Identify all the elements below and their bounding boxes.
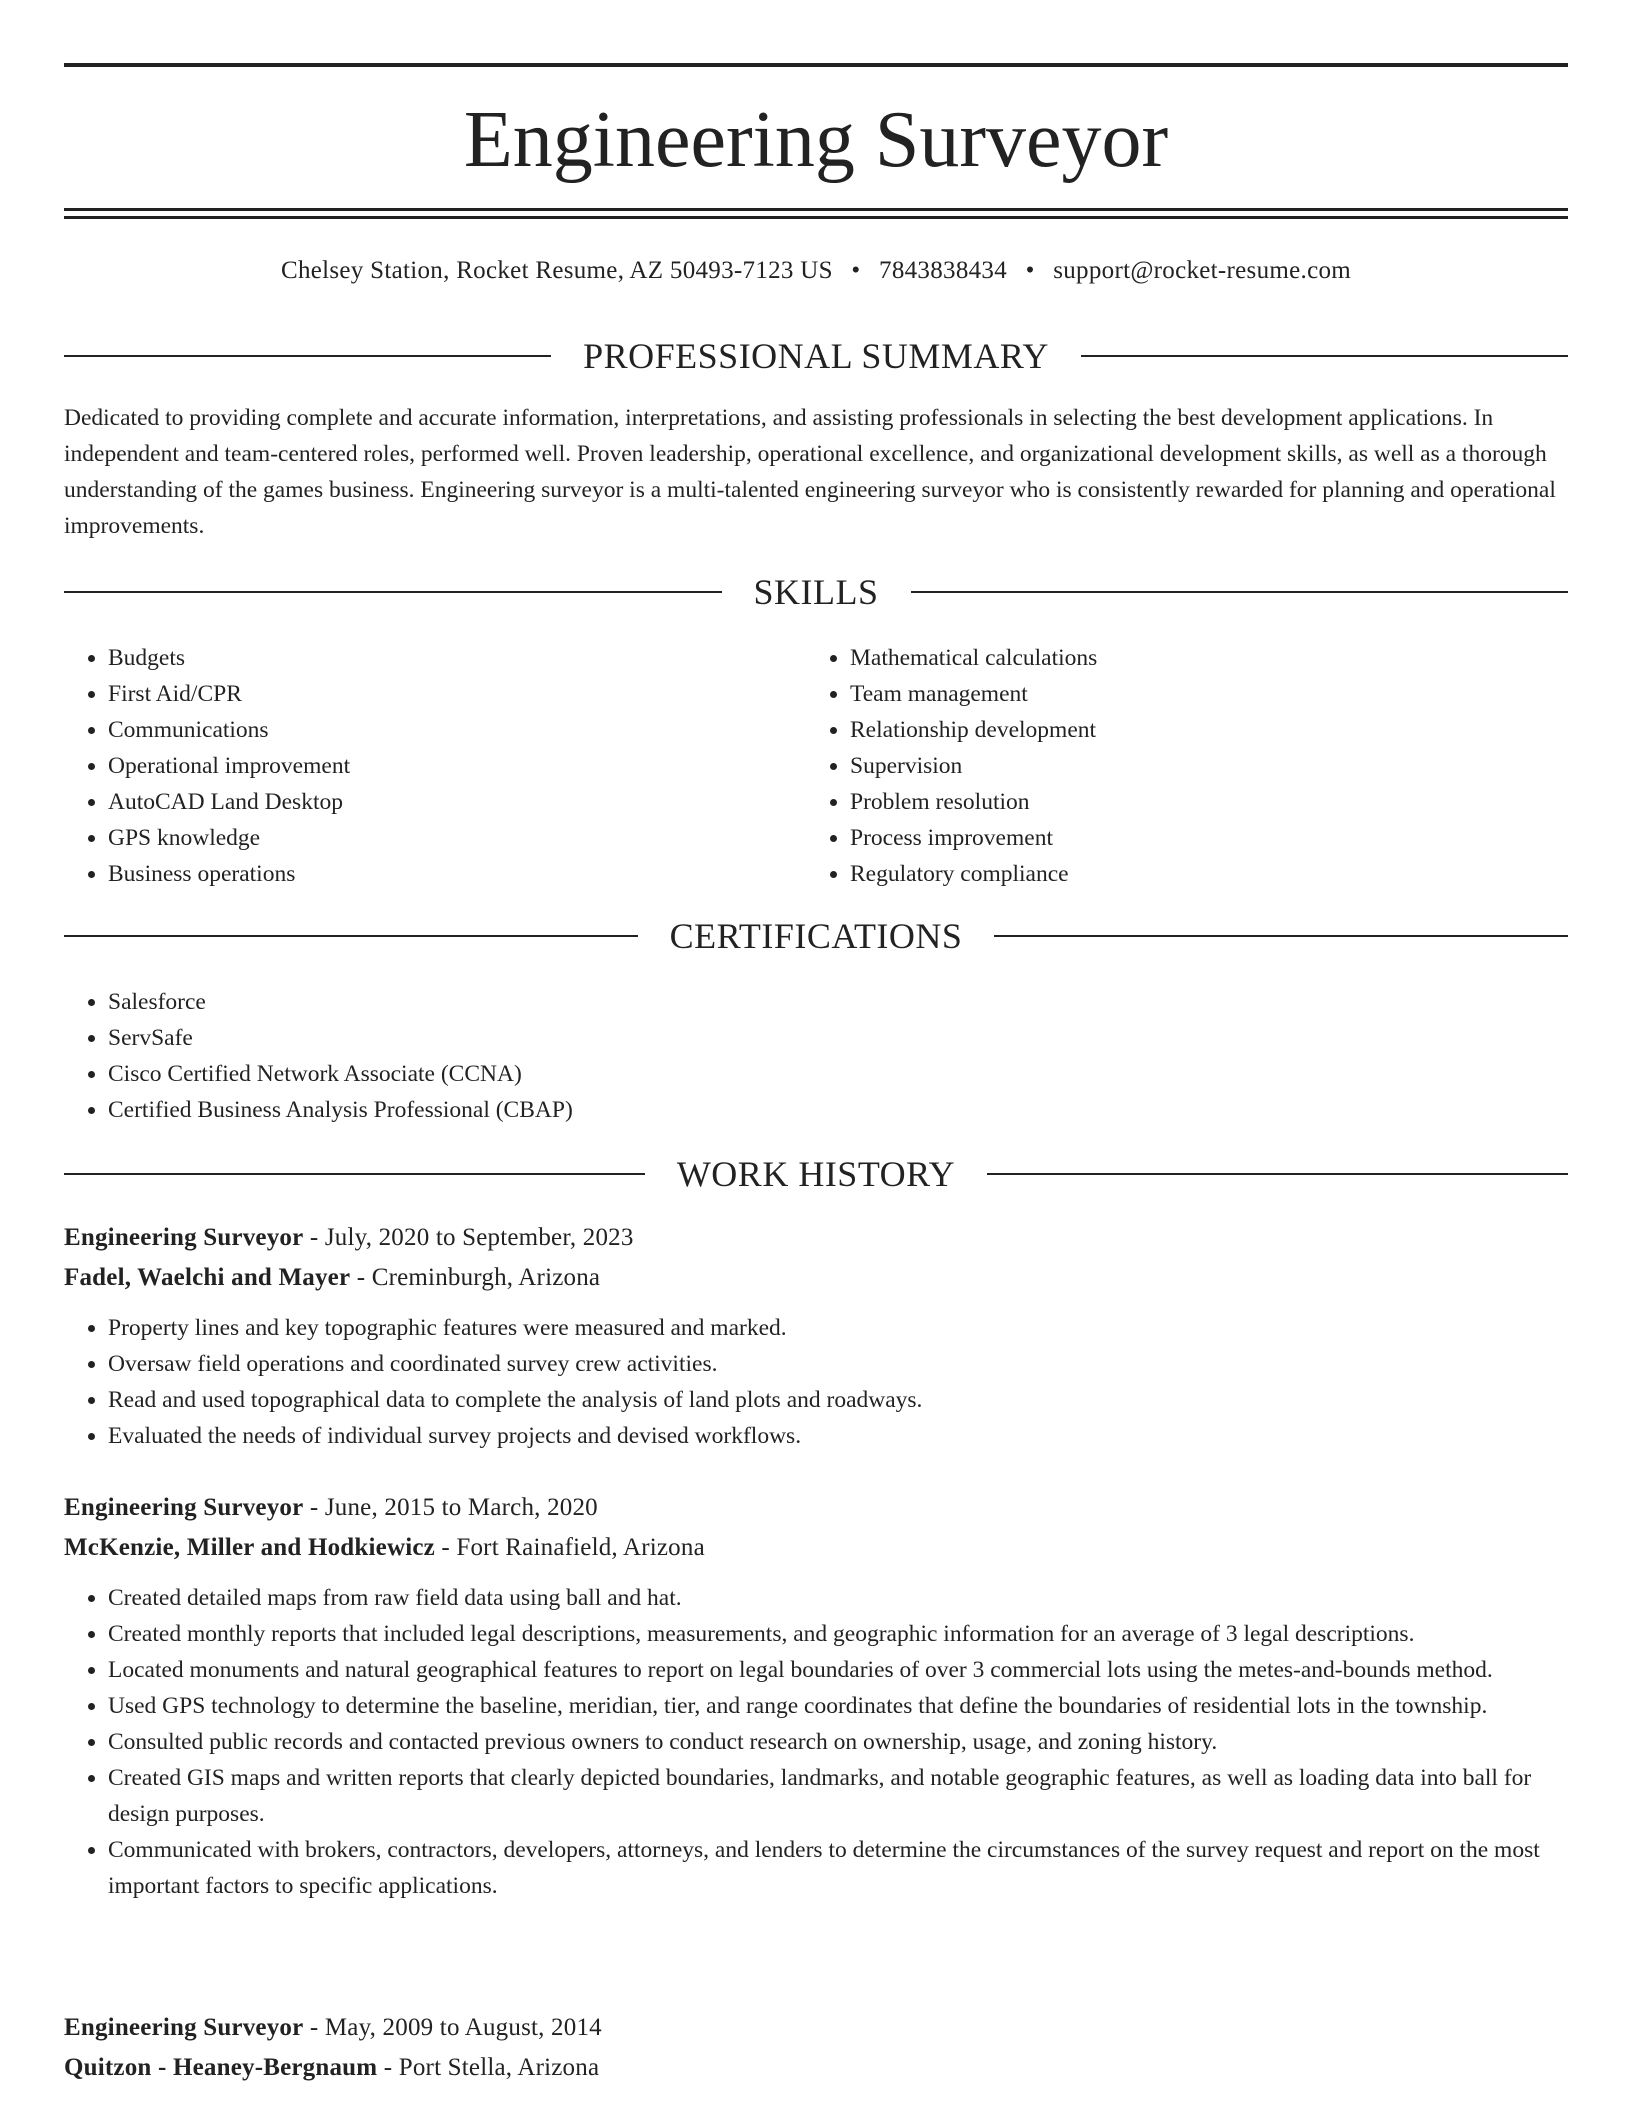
skills-left-column (64, 640, 804, 892)
work-history-heading (64, 1154, 1568, 1194)
certifications-list (64, 984, 1568, 1128)
heading-rule (64, 935, 638, 937)
heading-rule (987, 1173, 1568, 1175)
certifications-heading (64, 916, 1568, 956)
summary-text: Dedicated to providing complete and accurate information, interpretations, and assisting professionals in selecting the best development applications. In independent and team-centered roles, performed well. Proven leadership, operational excellence, and organizational development skills, as well as a thorough understanding of the games business. Engineering surveyor is a multi-talented engineering surveyor who is consistently rewarded for planning and operational improvements. (64, 405, 1556, 539)
job-entry-2 (64, 1490, 1568, 1904)
contact-phone: 7843838434 (879, 257, 1008, 284)
job-duties-list (64, 1580, 1568, 1904)
job-duty: • Read and used topographical data to complete the analysis of land plots and roadways. (108, 1382, 1568, 1418)
certification-item: • Cisco Certified Network Associate (CCNA) (108, 1056, 1568, 1092)
skill-item: • Team management (850, 676, 1566, 712)
job-dates: - July, 2020 to September, 2023 (303, 1224, 634, 1251)
job-company-line (64, 2050, 1568, 2086)
skill-item: • Process improvement (850, 820, 1566, 856)
job-duty: • Created monthly reports that included legal descriptions, measurements, and geographic information for an average of 3 legal descriptions. (108, 1616, 1568, 1652)
job-title: Engineering Surveyor (64, 1494, 304, 1521)
contact-separator: • (1025, 257, 1035, 284)
skill-item: • Mathematical calculations (850, 640, 1566, 676)
job-duty: • Property lines and key topographic features were measured and marked. (108, 1310, 1568, 1346)
skills-heading-label: SKILLS (753, 572, 879, 612)
skills-right-column (806, 640, 1566, 892)
job-title-line (64, 1220, 1568, 1256)
heading-rule (994, 935, 1568, 937)
skill-item: • Communications (108, 712, 804, 748)
certifications-heading-label: CERTIFICATIONS (669, 916, 963, 956)
title-rule-upper (64, 208, 1568, 211)
summary-heading-label: PROFESSIONAL SUMMARY (583, 336, 1049, 376)
job-dates: - May, 2009 to August, 2014 (303, 2014, 602, 2041)
skills-list-right (806, 640, 1566, 892)
job-location: - Port Stella, Arizona (377, 2054, 600, 2081)
job-duties-list (64, 1310, 1568, 1454)
job-company-line (64, 1530, 1568, 1566)
heading-rule (64, 355, 551, 357)
skill-item: • Problem resolution (850, 784, 1566, 820)
summary-heading (64, 336, 1568, 376)
job-duty: • Communicated with brokers, contractors, developers, attorneys, and lenders to determine the circumstances of the survey request and report on the most important factors to specific applications. (108, 1832, 1568, 1904)
job-dates: - June, 2015 to March, 2020 (303, 1494, 598, 1521)
heading-rule (911, 591, 1569, 593)
job-company-line (64, 1260, 1568, 1296)
skill-item: • Regulatory compliance (850, 856, 1566, 892)
job-duty: • Oversaw field operations and coordinated survey crew activities. (108, 1346, 1568, 1382)
certification-item: • ServSafe (108, 1020, 1568, 1056)
contact-email: support@rocket-resume.com (1053, 257, 1352, 284)
contact-address: Chelsey Station, Rocket Resume, AZ 50493-7123 US (280, 257, 833, 284)
job-duty: • Evaluated the needs of individual survey projects and devised workflows. (108, 1418, 1568, 1454)
skill-item: • GPS knowledge (108, 820, 804, 856)
job-duty: • Used GPS technology to determine the baseline, meridian, tier, and range coordinates that define the boundaries of residential lots in the township. (108, 1688, 1568, 1724)
skill-item: • Supervision (850, 748, 1566, 784)
job-company: Quitzon - Heaney-Bergnaum (64, 2054, 378, 2081)
skill-item: • AutoCAD Land Desktop (108, 784, 804, 820)
certifications-block (64, 984, 1568, 1128)
title-rule-lower (64, 216, 1568, 219)
certification-item: • Salesforce (108, 984, 1568, 1020)
job-duty: • Created detailed maps from raw field data using ball and hat. (108, 1580, 1568, 1616)
certification-item: • Certified Business Analysis Professional (CBAP) (108, 1092, 1568, 1128)
skill-item: • Budgets (108, 640, 804, 676)
job-entry-1 (64, 1220, 1568, 1454)
job-location: - Creminburgh, Arizona (350, 1264, 601, 1291)
job-company: Fadel, Waelchi and Mayer (64, 1264, 351, 1291)
job-title-line (64, 2010, 1568, 2046)
heading-rule (1081, 355, 1568, 357)
skills-heading (64, 572, 1568, 612)
top-rule (64, 63, 1568, 67)
page-title: Engineering Surveyor (463, 96, 1169, 184)
job-location: - Fort Rainafield, Arizona (434, 1534, 705, 1561)
heading-rule (64, 591, 722, 593)
skill-item: • Business operations (108, 856, 804, 892)
work-history-heading-label: WORK HISTORY (676, 1154, 956, 1194)
skill-item: • Operational improvement (108, 748, 804, 784)
contact-separator: • (851, 257, 861, 284)
skill-item: • First Aid/CPR (108, 676, 804, 712)
job-company: McKenzie, Miller and Hodkiewicz (64, 1534, 435, 1561)
job-duty: • Consulted public records and contacted previous owners to conduct research on ownership, usage, and zoning history. (108, 1724, 1568, 1760)
job-title: Engineering Surveyor (64, 1224, 304, 1251)
contact-line (64, 254, 1568, 288)
skill-item: • Relationship development (850, 712, 1566, 748)
job-duty: • Created GIS maps and written reports that clearly depicted boundaries, landmarks, and notable geographic features, as well as loading data into ball for design purposes. (108, 1760, 1568, 1832)
heading-rule (64, 1173, 645, 1175)
job-duty: • Located monuments and natural geographical features to report on legal boundaries of over 3 commercial lots using the metes-and-bounds method. (108, 1652, 1568, 1688)
job-title-line (64, 1490, 1568, 1526)
job-entry-3 (64, 2010, 1568, 2086)
job-title: Engineering Surveyor (64, 2014, 304, 2041)
skills-list-left (64, 640, 804, 892)
